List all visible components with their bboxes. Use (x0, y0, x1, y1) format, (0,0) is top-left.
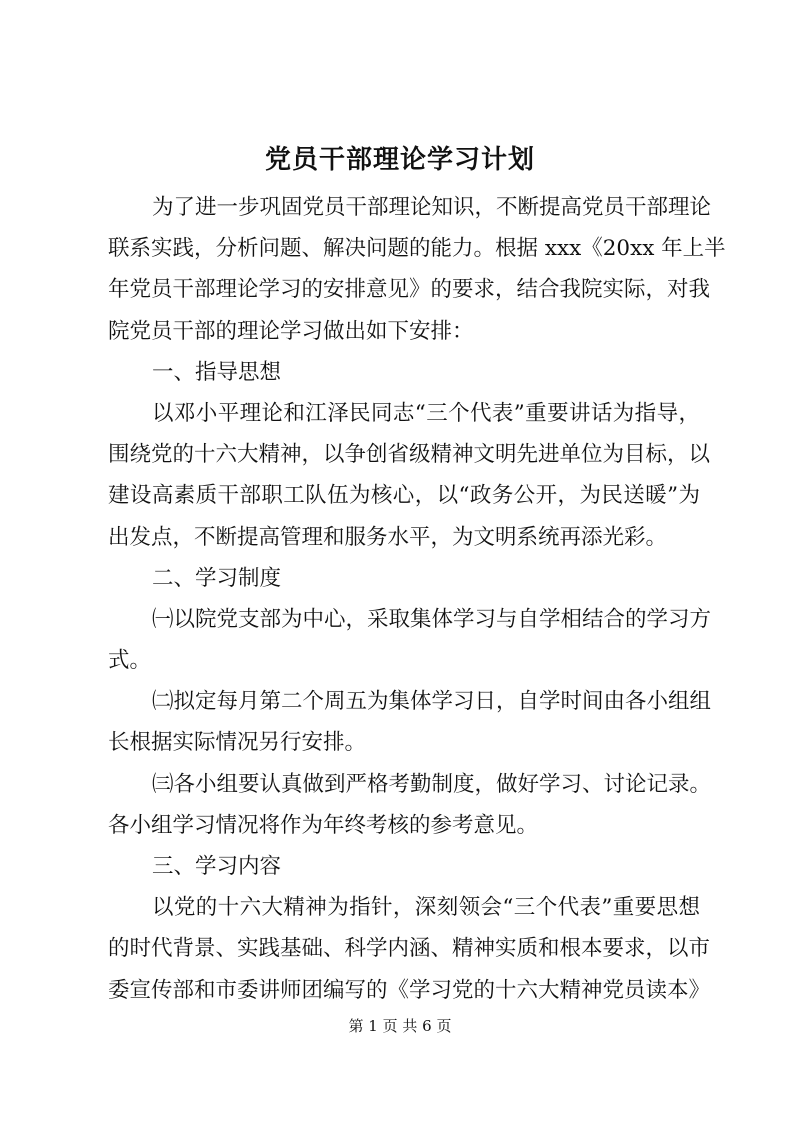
paragraph-line: 年党员干部理论学习的安排意见》的要求，结合我院实际，对我 (108, 277, 711, 303)
section-heading: 一、指导思想 (152, 359, 282, 385)
paragraph-line: 以邓小平理论和江泽民同志“三个代表”重要讲话为指导， (152, 400, 700, 426)
paragraph-line: 的时代背景、实践基础、科学内涵、精神实质和根本要求，以市 (108, 936, 711, 962)
paragraph-line: 委宣传部和市委讲师团编写的《学习党的十六大精神党员读本》 (108, 977, 711, 1003)
paragraph-line: 出发点，不断提高管理和服务水平，为文明系统再添光彩。 (108, 524, 668, 550)
paragraph-line: 建设高素质干部职工队伍为核心，以“政务公开，为民送暖”为 (108, 483, 700, 509)
paragraph-line: 院党员干部的理论学习做出如下安排： (108, 318, 474, 344)
paragraph-line: ㈠以院党支部为中心，采取集体学习与自学相结合的学习方 (152, 606, 712, 632)
paragraph-line: 联系实践，分析问题、解决问题的能力。根据 xxx《20xx 年上半 (108, 236, 726, 262)
document-body (108, 187, 726, 1011)
paragraph-line: 各小组学习情况将作为年终考核的参考意见。 (108, 812, 539, 838)
page-footer: 第 1 页 共 6 页 (348, 1017, 452, 1035)
paragraph-line: 式。 (108, 648, 152, 674)
paragraph-line: ㈢各小组要认真做到严格考勤制度，做好学习、讨论记录。 (152, 771, 712, 797)
document-title: 党员干部理论学习计划 (264, 145, 535, 175)
paragraph-line: 围绕党的十六大精神，以争创省级精神文明先进单位为目标，以 (108, 442, 711, 468)
paragraph-line: 以党的十六大精神为指针，深刻领会“三个代表”重要思想 (152, 895, 700, 921)
section-heading: 二、学习制度 (152, 565, 282, 591)
paragraph-line: ㈡拟定每月第二个周五为集体学习日，自学时间由各小组组 (152, 689, 712, 715)
paragraph-line: 长根据实际情况另行安排。 (108, 730, 367, 756)
section-heading: 三、学习内容 (152, 854, 282, 879)
paragraph-line: 为了进一步巩固党员干部理论知识，不断提高党员干部理论 (152, 195, 712, 220)
